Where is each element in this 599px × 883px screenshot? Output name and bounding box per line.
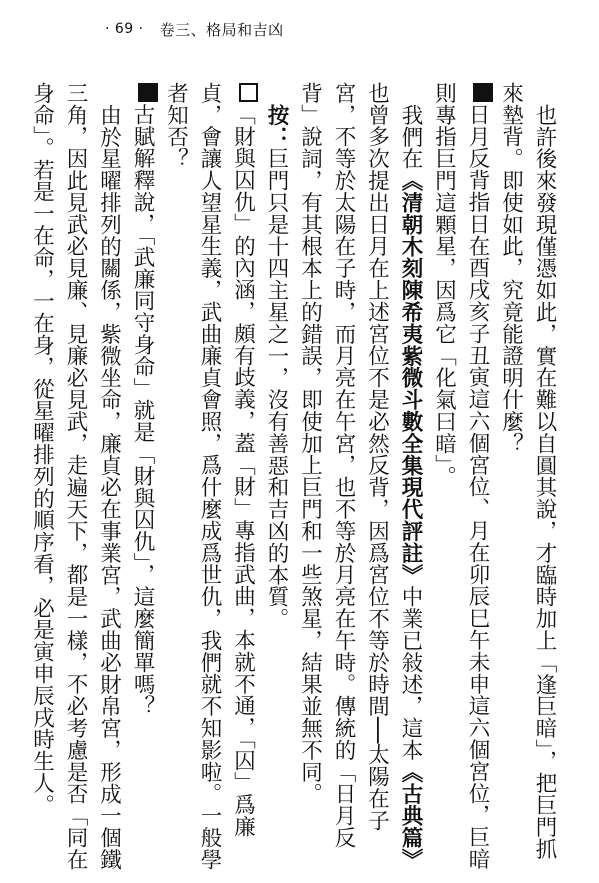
paragraph [159, 82, 260, 872]
outline-square-bullet-icon [239, 83, 258, 102]
page-number: · 69 · [105, 21, 144, 37]
running-title: 卷三、格局和吉凶 [159, 20, 284, 39]
note-paragraph [260, 82, 294, 872]
paragraph-text: 古賦解釋說，「武廉同守身命」就是「財與囚仇」，這麼簡單嗎？ [130, 103, 155, 718]
paragraph [126, 82, 160, 872]
paragraph-text: 巨門只是十四主星之一，沒有善惡和吉凶的本質。 [264, 147, 289, 630]
paragraph-text: 也曾多次提出日月在上述宮位不是必然反背，因爲宮位不等於時間──太陽在子宮，不等於太陽在子時，而月亮在午宮，也不等於月亮在午時。傳統的「日月反背」說詞，有其根本上的錯誤，即使加上巨門和一些煞星，結果並無不同。 [297, 82, 390, 849]
paragraph-text: 由於星曜排列的關係，紫微坐命，廉貞必在事業宮，武曲必財帛宮，形成一個鐵三角，因此見武必見廉、見廉必見武，走遍天下，都是一樣，不必考慮是否「同在身命」。若是一在命，一在身，從星曜排列的順序看，必是寅申辰戌時生人。 [29, 82, 122, 871]
note-label: 按： [264, 103, 289, 148]
paragraph-text: 日月反背指日在酉戌亥子丑寅這六個宮位、月在卯辰巳午未申這六個宮位，巨暗則專指巨門這顆星，因爲它「化氣曰暗」。 [431, 82, 490, 870]
paragraph-text: 「財與囚仇」的內涵，頗有歧義，蓋「財」專指武曲，本就不通，「囚」爲廉貞，會讓人望星生義，武曲廉貞會照，爲什麼成爲世仇，我們就不知影啦。一般學者知否？ [163, 82, 256, 871]
book-title: 《古典篇》 [398, 760, 423, 871]
body-text [25, 82, 561, 872]
paragraph-text: 我們在 [398, 103, 423, 170]
paragraph [293, 82, 427, 872]
filled-square-bullet-icon [138, 83, 157, 102]
paragraph-text: 中業已敍述，這本 [398, 585, 423, 761]
paragraph [427, 82, 494, 872]
paragraph-text: 也許後來發現僅憑如此，實在難以自圓其說，才臨時加上「逢巨暗」，把巨門抓來墊背。即使如此，究竟能證明什麼？ [498, 82, 557, 860]
running-header [105, 16, 284, 42]
paragraph [494, 82, 561, 872]
book-title: 《清朝木刻陳希夷紫微斗數全集現代評註》 [398, 169, 423, 586]
paragraph [25, 82, 126, 872]
filled-square-bullet-icon [473, 83, 492, 102]
